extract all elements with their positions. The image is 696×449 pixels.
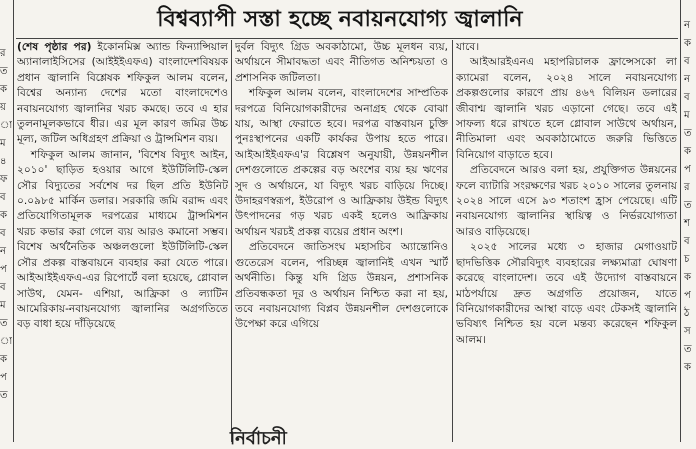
- margin-char: ম: [684, 110, 690, 121]
- margin-char: ক: [684, 362, 691, 373]
- column-divider: [231, 40, 232, 442]
- margin-char: ত: [0, 390, 8, 401]
- article-paragraph: দুর্বল বিদ্যুৎ গ্রিড অবকাঠামো, উচ্চ মূলধন ব্যয়, অর্থায়নে সীমাবদ্ধতা এবং নীতিগত অনিশ্চয়তা ও প্রশাসনিক জটিলতা।: [235, 41, 448, 84]
- margin-char: য়: [0, 102, 6, 113]
- margin-char: শ: [684, 218, 690, 229]
- margin-char: ত: [0, 66, 8, 77]
- margin-char: ম: [0, 300, 6, 311]
- margin-char: র: [684, 182, 690, 193]
- article-paragraph: শফিকুল আলম বলেন, বাংলাদেশের সাম্প্রতিক দরপত্রে বিনিয়োগকারীদের অনাগ্রহ থেকে বোঝা যায়, আস্থা ফেরাতে হবে। দরপত্র বাস্তবায়ন চুক্তি পুনঃস্থাপনের একটি কার্যকর উপায় হতে পারে। আইআইইএফএ'র বিশ্লেষণ অনুযায়ী, উন্নয়নশীল দেশগুলোতে প্রকল্পের বড় অংশের ব্যয় হয় ঋণের সুদ ও অর্থায়নে, যা বিদ্যুৎ খরচ বাড়িয়ে দিচ্ছে। উদাহরণস্বরূপ, ইউরোপ ও আফ্রিকায় উইন্ড বিদ্যুৎ উৎপাদনের গড় খরচ একই হলেও আফ্রিকায় অর্থায়ন খরচই প্রকল্প ব্যয়ের প্রধান অংশ।: [235, 87, 448, 238]
- article-paragraph: ২০২৫ সালের মধ্যে ৩ হাজার মেগাওয়াট ছাদভিত্তিক সৌরবিদ্যুৎ ব্যবহারের লক্ষ্যমাত্রা ঘোষণা করেছে বাংলাদেশ। তবে এই উদ্যোগ বাস্তবায়নে মাঠপর্যায়ে দ্রুত অগ্রগতি প্রয়োজন, যাতে বিনিয়োগকারীদের আস্থা বাড়ে এবং টেকসই জ্বালানি ভবিষ্যৎ নিশ্চিত হয় বলে মন্তব্য করেছেন শফিকুল আলম।: [456, 241, 677, 346]
- margin-char: ব: [684, 56, 690, 67]
- right-column-rule: [680, 0, 681, 442]
- margin-char: চ: [684, 254, 690, 265]
- margin-char: প: [684, 290, 691, 301]
- article-paragraph: [17, 40, 228, 148]
- margin-char: ব: [0, 192, 6, 203]
- article-headline: বিশ্বব্যাপী সস্তা হচ্ছে নবায়নযোগ্য জ্বালানি: [157, 7, 523, 32]
- margin-char: ন: [0, 246, 6, 257]
- margin-char: ব: [684, 236, 690, 247]
- margin-char: ফ: [0, 174, 8, 185]
- margin-char: া: [0, 336, 12, 347]
- margin-char: ক: [684, 272, 691, 283]
- margin-char: া: [0, 120, 12, 131]
- margin-char: ক: [0, 354, 7, 365]
- margin-char: ত: [684, 344, 692, 355]
- margin-char: ন: [684, 74, 690, 85]
- margin-char: ত: [684, 200, 692, 211]
- margin-char: ক: [0, 210, 7, 221]
- article-column-3: [456, 40, 677, 442]
- continuation-note: (শেষ পৃষ্ঠার পর): [17, 41, 92, 53]
- margin-char: ব: [0, 228, 6, 239]
- column-divider: [452, 40, 453, 442]
- left-column-rule: [13, 0, 14, 442]
- margin-char: ত: [684, 128, 692, 139]
- margin-char: র: [0, 48, 6, 59]
- headline-rule: [16, 38, 678, 39]
- left-adjacent-column: [0, 0, 12, 442]
- margin-char: ব: [684, 92, 690, 103]
- margin-char: প: [0, 372, 7, 383]
- article-column-2: [235, 40, 448, 442]
- margin-char: ক: [0, 84, 7, 95]
- article-paragraph: আইআরইএনএ মহাপরিচালক ফ্রান্সেসকো লা ক্যামেরা বলেন, ২০২৪ সালে নবায়নযোগ্য প্রকল্পগুলোর কারণে প্রায় ৪৬৭ বিলিয়ন ডলারের জীবাশ্ম জ্বালানি খরচ এড়ানো গেছে। তবে এই সাফল্য ধরে রাখতে হলে গ্লোবাল সাউথে অর্থায়ন, নীতিমালা এবং অবকাঠামোতে জরুরি ভিত্তিতে বিনিয়োগ বাড়াতে হবে।: [456, 56, 677, 161]
- article-paragraph: প্রতিবেদনে জাতিসংঘ মহাসচিব অ্যান্তোনিও গুতেরেস বলেন, পরিচ্ছন্ন জ্বালানিই এখন স্মার্ট অর্থনীতি। কিন্তু যদি গ্রিড উন্নয়ন, প্রশাসনিক প্রতিবন্ধকতা দূর ও অর্থায়ন নিশ্চিত করা না হয়, তবে নবায়নযোগ্য বিপ্লব উন্নয়নশীল দেশগুলোকে উপেক্ষা করে এগিয়ে: [235, 241, 448, 331]
- next-article-heading: নির্বাচনী: [230, 428, 287, 449]
- margin-char: ব: [0, 282, 6, 293]
- margin-char: ক: [684, 38, 691, 49]
- article-column-1: [17, 40, 228, 442]
- margin-char: ম: [0, 138, 6, 149]
- margin-char: ত: [0, 318, 8, 329]
- article-paragraph: শফিকুল আলম জানান, 'বিশেষ বিদ্যুৎ আইন, ২০১০' ছাড়িত হওয়ার আগে ইউটিলিটি-স্কেল সৌর বিদ্যুতের সর্বশেষ দর ছিল প্রতি ইউনিট ০.০৯৮৫ মার্কিন ডলার। সরকারি জমি বরাদ্দ এবং প্রতিযোগিতামূলক দরপত্রের মাধ্যমে ট্রান্সমিশন খরচ কভার করা গেলে ব্যয় আরও কমানো সম্ভব। বিশেষ অর্থনৈতিক অঞ্চলগুলো ইউটিলিটি-স্কেল সৌর প্রকল্প বাস্তবায়নে ব্যবহার করা যেতে পারে। আইআইইএফএ-এর রিপোর্টে বলা হয়েছে, গ্লোবাল সাউথ, যেমন- এশিয়া, আফ্রিকা ও ল্যাটিন আমেরিকায়-নবায়নযোগ্য জ্বালানির অগ্রগতিতে বড় বাধা হয়ে দাঁড়িয়েছে: [17, 148, 228, 331]
- margin-char: ৪: [0, 156, 7, 167]
- paragraph-text: ইকোনমিক্স অ্যান্ড ফিন্যান্সিয়াল অ্যানালাইসিসের (আইইইএফএ) বাংলাদেশবিষয়ক প্রধান জ্বালানি বিশ্লেষক শফিকুল আলম বলেন, বিশ্বের অন্যান্য দেশের মতো বাংলাদেশেও নবায়নযোগ্য জ্বালানির খরচ কমছে। তবে এ হার তুলনামূলকভাবে ধীর। এর মূল কারণ জমির উচ্চ মূল্য, জটিল অধিগ্রহণ প্রক্রিয়া ও ট্রান্সমিশন ব্যয়।: [17, 41, 228, 146]
- margin-char: স: [684, 326, 691, 337]
- article-paragraph: যাবে।: [456, 41, 480, 53]
- article-paragraph: প্রতিবেদনে আরও বলা হয়, প্রযুক্তিগত উন্নয়নের ফলে ব্যাটারি সংরক্ষণের খরচ ২০১০ সালের তুলনায় ২০২৪ সালে এসে ৯৩ শতাংশ হ্রাস পেয়েছে। এটি নবায়নযোগ্য জ্বালানির স্থায়িত্ব ও নির্ভরযোগ্যতা আরও বাড়িয়েছে।: [456, 164, 677, 238]
- margin-char: প: [684, 164, 691, 175]
- margin-char: ঠ: [684, 308, 690, 319]
- margin-char: প: [0, 264, 7, 275]
- margin-char: ন: [684, 20, 690, 31]
- right-adjacent-column: [682, 0, 696, 442]
- margin-char: ক: [684, 146, 691, 157]
